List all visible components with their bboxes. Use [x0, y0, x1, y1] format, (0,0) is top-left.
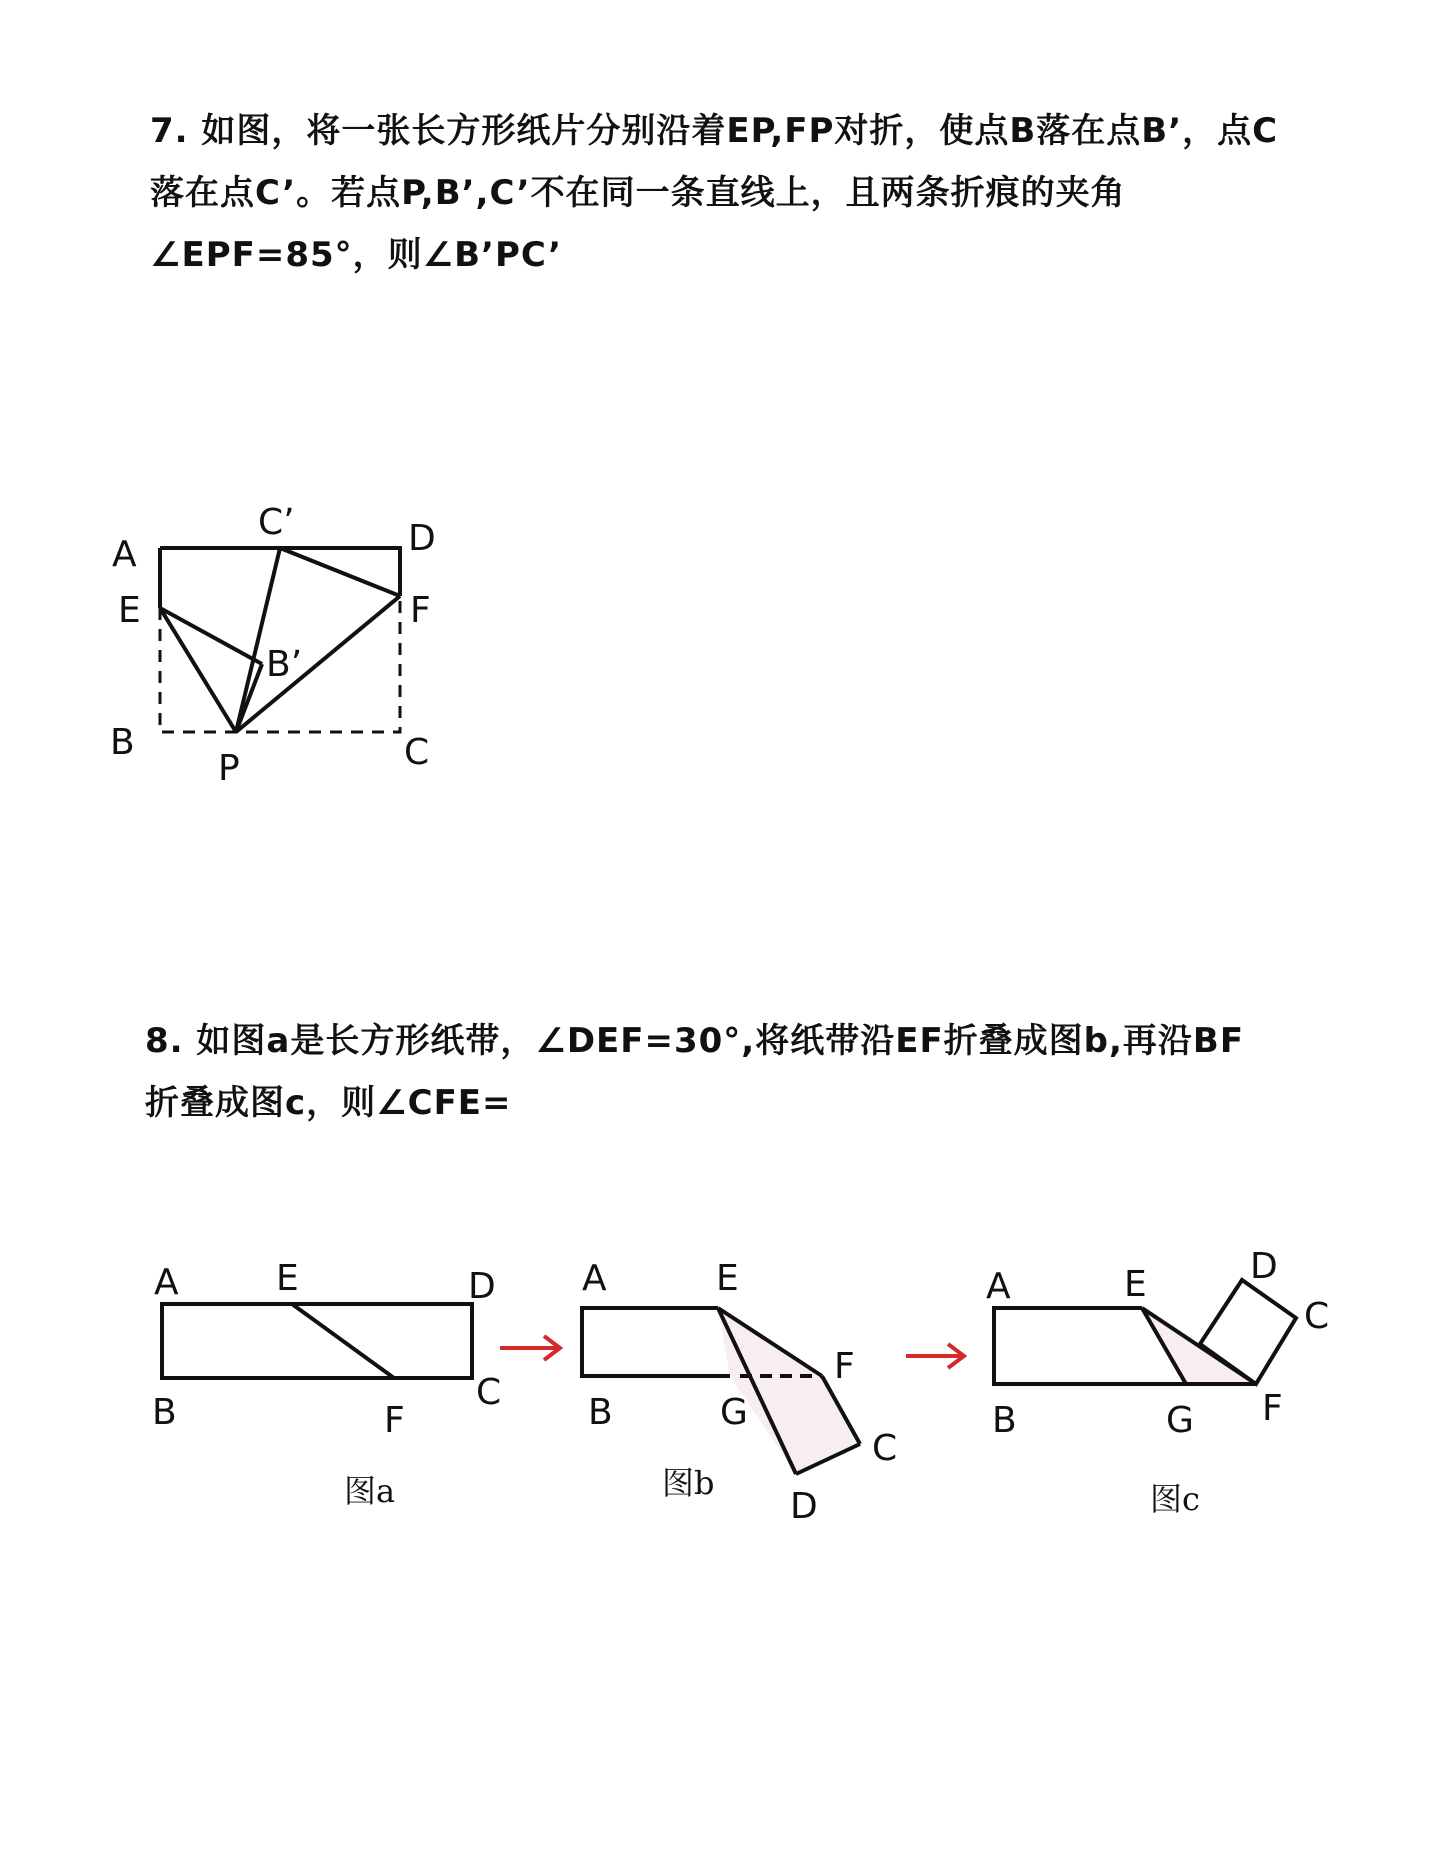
fig-b-label-f: F: [834, 1346, 855, 1387]
strip-left-part: [582, 1308, 730, 1376]
fig-a-label-d: D: [468, 1266, 496, 1307]
label-a: A: [112, 534, 137, 575]
fig-c-label-g: G: [1166, 1400, 1194, 1441]
label-c-prime: C’: [258, 502, 295, 543]
fig-b-label-a: A: [582, 1258, 607, 1299]
figure-b: [582, 1258, 897, 1527]
fig-a-label-c: C: [476, 1372, 502, 1413]
fig-c-label-d: D: [1250, 1246, 1278, 1287]
fig-b-label-b: B: [588, 1392, 613, 1433]
label-e: E: [118, 590, 141, 631]
segment-ef: [292, 1304, 394, 1378]
fig-c-caption: 图c: [1150, 1480, 1200, 1518]
fig-b-label-e: E: [716, 1258, 739, 1299]
fig-b-label-d: D: [790, 1486, 818, 1527]
fig-c-label-f: F: [1262, 1388, 1283, 1429]
problem-7-text: 7. 如图，将一张长方形纸片分别沿着EP,FP对折，使点B落在点B’，点C落在点C’。若点P,B’,C’不在同一条直线上，且两条折痕的夹角∠EPF=85°，则∠B’PC’: [150, 111, 1279, 275]
figure-c: [986, 1246, 1329, 1518]
label-b: B: [110, 722, 135, 763]
folded-flap: [718, 1308, 860, 1474]
fig-a-label-f: F: [384, 1400, 405, 1441]
label-c: C: [404, 732, 430, 773]
strip-rectangle: [162, 1304, 472, 1378]
fig-a-label-b: B: [152, 1392, 177, 1433]
arrow-b-to-c: [906, 1344, 964, 1368]
label-p: P: [218, 748, 240, 789]
fig-c-label-c: C: [1304, 1296, 1330, 1337]
fig-b-label-c: C: [872, 1428, 898, 1469]
fig-c-label-a: A: [986, 1266, 1011, 1307]
fig-a-label-a: A: [154, 1262, 179, 1303]
fig-a-label-e: E: [276, 1258, 299, 1299]
problem-8-text: 8. 如图a是长方形纸带，∠DEF=30°,将纸带沿EF折叠成图b,再沿BF折叠成图c，则∠CFE=: [145, 1021, 1245, 1123]
arrow-a-to-b: [500, 1336, 560, 1360]
label-d: D: [408, 518, 436, 559]
fig-c-label-b: B: [992, 1400, 1017, 1441]
fig-a-caption: 图a: [344, 1472, 396, 1510]
figure-a: [152, 1258, 501, 1510]
label-b-prime: B’: [266, 644, 303, 685]
fig-c-label-e: E: [1124, 1264, 1147, 1305]
fig-b-label-g: G: [720, 1392, 748, 1433]
fig-b-caption: 图b: [662, 1464, 715, 1502]
label-f: F: [410, 590, 431, 631]
